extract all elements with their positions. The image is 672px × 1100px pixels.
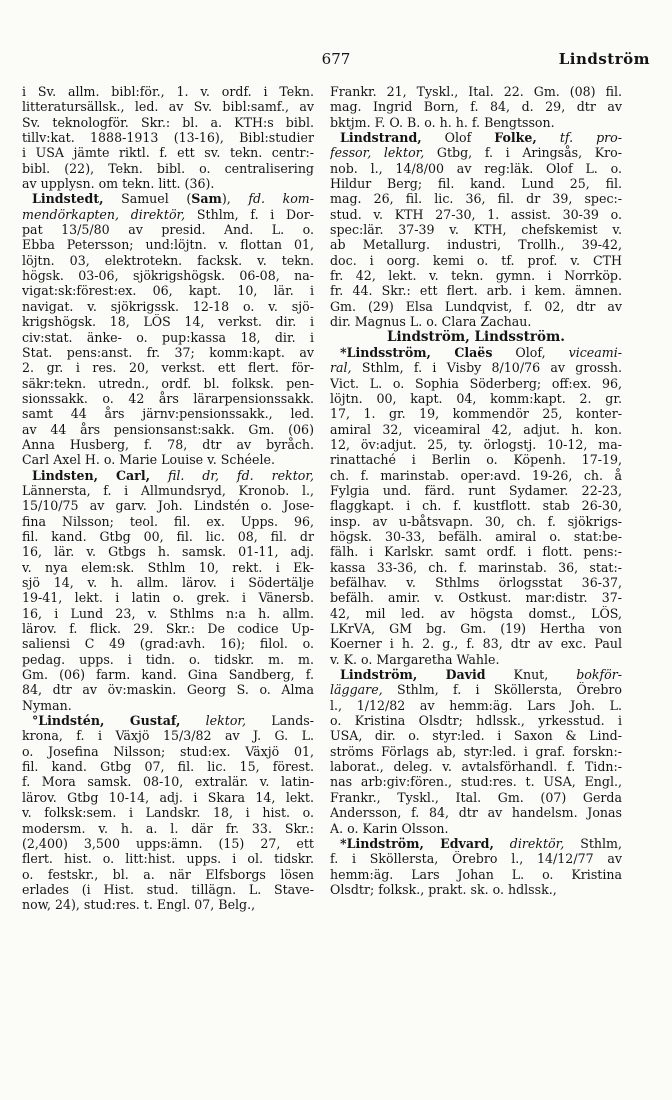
text-line: [22, 606, 314, 621]
entry-text: v. K. o. Margaretha Wahle.: [330, 651, 500, 667]
text-line: [330, 391, 622, 406]
entry-text: 16, i Lund 23, v. Sthlms n:a h. allm.: [22, 605, 314, 621]
text-line: [22, 345, 314, 360]
entry-text: pedag. upps. i tidn. o. tidskr. m. m.: [22, 651, 314, 667]
text-line: [22, 821, 314, 836]
text-line: [22, 867, 314, 882]
text-line: [330, 299, 622, 314]
text-line: [22, 115, 314, 130]
entry-text: now, 24), stud:res. t. Engl. 07, Belg.,: [22, 897, 256, 913]
text-line: [330, 544, 622, 559]
entry-title: viceami-: [568, 344, 622, 360]
text-line: [330, 283, 622, 298]
entry-title: lektor,: [205, 713, 247, 729]
text-line: [22, 790, 314, 805]
page-number: 677: [321, 50, 351, 68]
entry-text: befälhav. v. Sthlms örlogsstat 36-37,: [330, 575, 622, 590]
text-line: [330, 867, 622, 882]
text-line: [330, 253, 622, 268]
entry-name: Folke,: [494, 130, 537, 146]
entry-text: dir. Magnus L. o. Clara Zachau.: [330, 314, 532, 330]
entry-text: säkr:tekn. utredn., ordf. bl. folksk. pen-: [22, 375, 314, 391]
entry-text: civ:stat. änke- o. pup:kassa 18, dir. i: [22, 329, 314, 345]
text-line: [330, 483, 622, 498]
text-line: [330, 652, 622, 667]
entry-text: 19-41, lekt. i latin o. grek. i Vänersb.: [22, 590, 314, 606]
entry-text: lärov. Gtbg 10-14, adj. i Skara 14, lekt.: [22, 789, 314, 805]
entry-text: LKrVA, GM bg. Gm. (19) Hertha von: [330, 621, 622, 637]
entry-title: läggare,: [330, 682, 383, 698]
text-line: [330, 759, 622, 774]
entry-title: direktör,: [509, 835, 565, 851]
text-line: [330, 529, 622, 544]
text-line: [330, 468, 622, 483]
entry-text: stud. v. KTH 27-30, 1. assist. 30-39 o.: [330, 206, 622, 222]
entry-text: Sthlm, f. i Dor-: [185, 206, 314, 222]
text-line: [22, 299, 314, 314]
text-line: [22, 422, 314, 437]
entry-text: 84, dtr av öv:maskin. Georg S. o. Alma: [22, 682, 314, 698]
text-line: [22, 84, 314, 99]
text-line: [22, 728, 314, 743]
entry-text: flert. hist. o. litt:hist. upps. i ol. tidskr.: [22, 851, 314, 867]
entry-title: bokför-: [576, 667, 622, 683]
text-line: [330, 836, 622, 851]
entry-name: °Lindstén, Gustaf,: [32, 713, 181, 729]
text-line: [330, 99, 622, 114]
text-line: [330, 590, 622, 605]
text-line: [330, 130, 622, 145]
entry-text: Sv. teknologför. Skr.: bl. a. KTH:s bibl.: [22, 114, 314, 130]
text-line: [22, 99, 314, 114]
entry-text: o. Kristina Olsdtr; hdlssk., yrkesstud. i: [330, 713, 622, 729]
entry-text: fina Nilsson; teol. fil. ex. Upps. 96,: [22, 513, 314, 529]
entry-text: bibl. (22), Tekn. bibl. o. centralisering: [22, 160, 314, 176]
right-column: [330, 84, 622, 897]
running-head: Lindström: [558, 50, 650, 68]
entry-text: 16, lär. v. Gtbgs h. samsk. 01-11, adj.: [22, 544, 314, 560]
text-line: [22, 590, 314, 605]
text-line: [22, 452, 314, 467]
text-line: [22, 851, 314, 866]
text-line: [22, 483, 314, 498]
text-line: [330, 406, 622, 421]
entry-text: spec:lär. 37-39 v. KTH, chefskemist v.: [330, 222, 622, 238]
text-line: [22, 560, 314, 575]
entry-text: Frankr. 21, Tyskl., Ital. 22. Gm. (08) fil.: [330, 84, 622, 99]
entry-title: mendörkapten, direktör,: [22, 206, 186, 222]
entry-title: fd. kom-: [248, 191, 314, 207]
text-line: [22, 544, 314, 559]
text-line: [22, 314, 314, 329]
entry-text: fil. kand. Gtbg 07, fil. lic. 15, förest.: [22, 759, 314, 775]
text-line: [22, 805, 314, 820]
entry-text: Koerner i h. 2. g., f. 83, dtr av exc. Paul: [330, 636, 622, 652]
entry-text: Ebba Petersson; und:löjtn. v. flottan 01,: [22, 237, 314, 253]
entry-text: Gm. (29) Elsa Lundqvist, f. 02, dtr av: [330, 298, 622, 314]
text-line: [22, 774, 314, 789]
text-line: [22, 575, 314, 590]
entry-text: Carl Axel H. o. Marie Louise v. Schéele.: [22, 452, 275, 468]
entry-title: fil. dr, fd. rektor,: [167, 467, 314, 483]
entry-name: Lindstedt,: [32, 191, 104, 207]
text-line: [22, 836, 314, 851]
text-line: [22, 682, 314, 697]
entry-text: Olsdtr; folksk., prakt. sk. o. hdlssk.,: [330, 881, 557, 897]
text-line: [22, 145, 314, 160]
entry-text: kassa 33-36, ch. f. marinstab. 36, stat:-: [330, 559, 622, 575]
entry-text: fr. 44. Skr.: ett flert. arb. i kem. ämnen.: [330, 283, 622, 299]
entry-text: A. o. Karin Olsson.: [330, 820, 449, 836]
entry-text: v. nya elem:sk. Sthlm 10, rekt. i Ek-: [22, 559, 314, 575]
entry-text: Hildur Berg; fil. kand. Lund 25, fil.: [330, 176, 622, 192]
text-line: [22, 237, 314, 252]
text-line: [22, 130, 314, 145]
text-line: [330, 207, 622, 222]
entry-text: ströms Förlags ab, styr:led. i graf. forskn:-: [330, 743, 622, 759]
entry-text: hemm:äg. Lars Johan L. o. Kristina: [330, 866, 622, 882]
entry-text: samt 44 års järnv:pensionssakk., led.: [22, 406, 314, 422]
entry-text: saliensi C 49 (grad:avh. 16); filol. o.: [22, 636, 314, 652]
text-line: [22, 330, 314, 345]
text-line: [22, 759, 314, 774]
text-line: [22, 468, 314, 483]
entry-text: Sthlm, f. i Visby 8/10/76 av grossh.: [351, 360, 622, 376]
entry-text: nas arb:giv:fören., stud:res. t. USA, Engl.,: [330, 774, 622, 790]
entry-text: laborat., deleg. v. avtalsförhandl. f. Tidn:-: [330, 759, 622, 775]
entry-text: ab Metallurg. industri, Trollh., 39-42,: [330, 237, 622, 253]
entry-text: USA, dir. o. styr:led. i Saxon & Lind-: [330, 728, 622, 744]
entry-name: Lindström, David: [340, 667, 486, 683]
entry-name: Lindstrand,: [340, 130, 422, 146]
entry-text: Gtbg, f. i Aringsås, Kro-: [424, 145, 622, 161]
text-line: [330, 161, 622, 176]
entry-name: Lindsten,: [32, 467, 99, 483]
entry-text: Sthlm,: [564, 835, 622, 851]
text-line: [330, 222, 622, 237]
entry-text: pat 13/5/80 av presid. And. L. o.: [22, 222, 314, 238]
text-line: [330, 821, 622, 836]
text-line: [330, 268, 622, 283]
text-line: [22, 253, 314, 268]
entry-name: *Lindström, Edvard,: [340, 835, 494, 851]
entry-text: Lännersta, f. i Allmundsryd, Kronob. l.,: [22, 482, 314, 498]
entry-text: l., 1/12/82 av hemm:äg. Lars Joh. L.: [330, 697, 622, 713]
entry-text: i Sv. allm. bibl:för., 1. v. ordf. i Tekn.: [22, 84, 314, 99]
entry-text: vigat:sk:förest:ex. 06, kapt. 10, lär. i: [22, 283, 314, 299]
text-line: [330, 667, 622, 682]
entry-text: mag. 26, fil. lic. 36, fil. dr 39, spec:-: [330, 191, 622, 207]
text-line: [22, 191, 314, 206]
entry-text: sionssakk. o. 42 års lärarpensionssakk.: [22, 390, 314, 406]
text-line: [330, 728, 622, 743]
entry-text: befälh. amir. v. Ostkust. mar:distr. 37-: [330, 590, 622, 606]
entry-text: fil. kand. Gtbg 00, fil. lic. 08, fil. dr: [22, 528, 314, 544]
text-line: [330, 422, 622, 437]
page-header: [22, 50, 650, 74]
entry-text: fr. 42, lekt. v. tekn. gymn. i Norrköp.: [330, 268, 622, 284]
entry-name: Carl,: [116, 467, 150, 483]
entry-text: Knut,: [485, 667, 577, 683]
text-line: [330, 345, 622, 360]
entry-text: Frankr., Tyskl., Ital. Gm. (07) Gerda: [330, 789, 622, 805]
text-line: [22, 161, 314, 176]
text-line: [22, 882, 314, 897]
text-line: [330, 575, 622, 590]
text-line: [330, 882, 622, 897]
entry-text: Nyman.: [22, 697, 72, 713]
text-line: [330, 314, 622, 329]
text-line: [330, 744, 622, 759]
entry-text: modersm. v. h. a. l. där fr. 33. Skr.:: [22, 820, 314, 836]
entry-text: Olof,: [492, 344, 569, 360]
entry-text: doc. i oorg. kemi o. tf. prof. v. CTH: [330, 252, 622, 268]
entry-title: ral,: [330, 360, 352, 376]
text-line: [22, 360, 314, 375]
entry-text: Lindström, Lindsström.: [387, 329, 565, 345]
entry-text: 2. gr. i res. 20, verkst. ett flert. för-: [22, 360, 314, 376]
text-line: [22, 652, 314, 667]
text-line: [330, 360, 622, 375]
entry-text: Stat. pens:anst. fr. 37; komm:kapt. av: [22, 344, 314, 360]
text-line: [330, 115, 622, 130]
entry-text: f. Mora samsk. 08-10, extralär. v. latin-: [22, 774, 314, 790]
entry-text: [180, 713, 205, 728]
text-line: [330, 790, 622, 805]
text-line: [330, 237, 622, 252]
entry-text: [98, 468, 116, 483]
text-line: [330, 560, 622, 575]
entry-text: Sthlm, f. i Sköllersta, Örebro: [382, 682, 622, 698]
text-line: [330, 606, 622, 621]
entry-name: Sam: [191, 191, 222, 207]
text-line: [330, 514, 622, 529]
text-line: [22, 636, 314, 651]
entry-text: mag. Ingrid Born, f. 84, d. 29, dtr av: [330, 99, 622, 115]
entry-text: (2,400) 3,500 upps:ämn. (15) 27, ett: [22, 835, 314, 851]
entry-text: lärov. f. flick. 29. Skr.: De codice Up-: [22, 621, 314, 637]
entry-text: sjö 14, v. h. allm. lärov. i Södertälje: [22, 575, 314, 590]
entry-text: 15/10/75 av garv. Joh. Lindstén o. Jose-: [22, 498, 314, 514]
entry-text: ch. f. marinstab. oper:avd. 19-26, ch. å: [330, 467, 622, 483]
text-line: [22, 514, 314, 529]
entry-text: löjtn. 03, elektrotekn. facksk. v. tekn.: [22, 252, 314, 268]
text-line: [330, 498, 622, 513]
entry-text: krona, f. i Växjö 15/3/82 av J. G. L.: [22, 728, 314, 744]
entry-text: flaggkapt. i ch. f. kustflott. stab 26-30,: [330, 498, 622, 514]
text-line: [330, 84, 622, 99]
entry-text: fälh. i Karlskr. samt ordf. i flott. pens:-: [330, 544, 622, 560]
entry-text: Andersson, f. 84, dtr av handelsm. Jonas: [330, 805, 622, 821]
text-line: [330, 698, 622, 713]
entry-text: litteratursällsk., led. av Sv. bibl:samf., av: [22, 99, 314, 115]
text-line: [22, 713, 314, 728]
entry-text: Fylgia und. färd. runt Sydamer. 22-23,: [330, 482, 622, 498]
text-line: [330, 621, 622, 636]
entry-text: insp. av u-båtsvapn. 30, ch. f. sjökrigs-: [330, 513, 622, 529]
entry-text: i USA jämte riktl. f. ett sv. tekn. centr:-: [22, 145, 314, 161]
text-line: [330, 682, 622, 697]
entry-text: 42, mil led. av högsta domst., LÖS,: [330, 605, 622, 621]
entry-text: bktjm. F. O. B. o. h. h. f. Bengtsson.: [330, 114, 555, 130]
entry-text: v. folksk:sem. i Landskr. 18, i hist. o.: [22, 805, 314, 821]
entry-text: högsk. 30-33, befälh. amiral o. stat:be-: [330, 528, 622, 544]
text-line: [22, 529, 314, 544]
entry-text: o. festskr., bl. a. när Elfsborgs lösen: [22, 866, 314, 882]
text-line: [330, 774, 622, 789]
text-line: [330, 636, 622, 651]
entry-text: Olof: [421, 130, 495, 146]
text-line: [22, 667, 314, 682]
entry-text: erlades (i Hist. stud. tillägn. L. Stave-: [22, 881, 314, 897]
entry-text: [494, 836, 510, 851]
text-line: [22, 744, 314, 759]
text-line: [22, 268, 314, 283]
text-line: [330, 145, 622, 160]
entry-text: navigat. v. sjökrigssk. 12-18 o. v. sjö-: [22, 298, 314, 314]
text-line: [22, 283, 314, 298]
entry-title: tf. pro-: [559, 130, 622, 146]
entry-text: ),: [221, 191, 249, 207]
entry-name: *Lindsström, Claës: [340, 344, 493, 360]
text-line: [330, 713, 622, 728]
text-line: [22, 437, 314, 452]
text-line: [330, 437, 622, 452]
entry-text: 12, öv:adjut. 25, ty. örlogstj. 10-12, ma-: [330, 436, 622, 452]
entry-text: Lands-: [246, 713, 314, 729]
entry-text: tillv:kat. 1888-1913 (13-16), Bibl:studier: [22, 130, 314, 146]
entry-text: av 44 års pensionsanst:sakk. Gm. (06): [22, 421, 314, 437]
text-line: [22, 222, 314, 237]
entry-text: av upplysn. om tekn. litt. (36).: [22, 176, 215, 192]
section-heading: [330, 330, 622, 345]
text-line: [330, 191, 622, 206]
entry-text: rinattaché i Berlin o. Köpenh. 17-19,: [330, 452, 622, 468]
text-line: [330, 176, 622, 191]
entry-text: f. i Sköllersta, Örebro l., 14/12/77 av: [330, 851, 622, 867]
entry-title: fessor, lektor,: [330, 145, 425, 161]
text-line: [22, 498, 314, 513]
entry-text: nob. l., 14/8/00 av reg:läk. Olof L. o.: [330, 160, 622, 176]
text-line: [330, 376, 622, 391]
text-line: [22, 897, 314, 912]
entry-text: löjtn. 00, kapt. 04, komm:kapt. 2. gr.: [330, 390, 622, 406]
left-column: [22, 84, 314, 913]
text-line: [330, 851, 622, 866]
entry-text: 17, 1. gr. 19, kommendör 25, konter-: [330, 406, 622, 422]
entry-text: [537, 130, 560, 145]
text-line: [22, 207, 314, 222]
entry-text: o. Josefina Nilsson; stud:ex. Växjö 01,: [22, 743, 314, 759]
entry-text: [150, 468, 168, 483]
text-line: [22, 621, 314, 636]
entry-text: Samuel (: [103, 191, 192, 207]
entry-text: krigshögsk. 18, LÖS 14, verkst. dir. i: [22, 314, 314, 330]
text-line: [330, 452, 622, 467]
text-line: [22, 176, 314, 191]
text-line: [22, 698, 314, 713]
text-line: [22, 406, 314, 421]
entry-text: amiral 32, viceamiral 42, adjut. h. kon.: [330, 421, 622, 437]
text-line: [22, 376, 314, 391]
entry-text: högsk. 03-06, sjökrigshögsk. 06-08, na-: [22, 268, 314, 284]
text-line: [330, 805, 622, 820]
entry-text: Gm. (06) farm. kand. Gina Sandberg, f.: [22, 667, 314, 683]
entry-text: Anna Husberg, f. 78, dtr av byråch.: [22, 436, 314, 452]
text-line: [22, 391, 314, 406]
entry-text: Vict. L. o. Sophia Söderberg; off:ex. 96,: [330, 375, 622, 391]
